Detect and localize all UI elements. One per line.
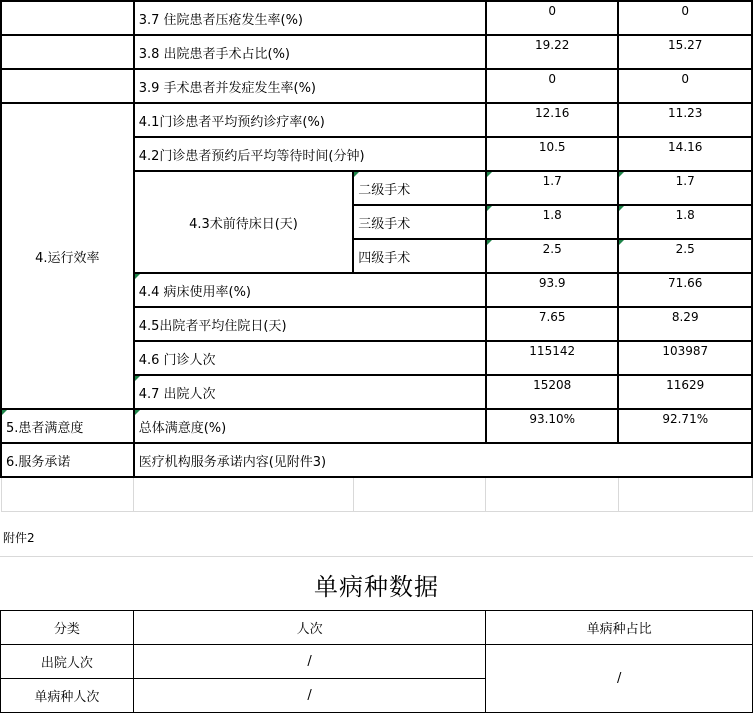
indicator-label[interactable]: 4.7 出院人次 xyxy=(134,375,486,409)
value-cell[interactable]: / xyxy=(133,645,486,679)
empty-cell[interactable] xyxy=(486,477,619,511)
value-cell[interactable]: 71.66 xyxy=(618,273,752,307)
indicator-label[interactable]: 4.3术前待床日(天) xyxy=(134,171,354,273)
indicator-label[interactable]: 4.4 病床使用率(%) xyxy=(134,273,486,307)
surgery-level-label[interactable]: 二级手术 xyxy=(353,171,486,205)
value-cell[interactable]: 92.71% xyxy=(618,409,752,443)
value-cell[interactable]: 0 xyxy=(618,69,752,103)
table-row xyxy=(1,69,752,103)
surgery-level-label[interactable]: 四级手术 xyxy=(353,239,486,273)
empty-category-cell[interactable] xyxy=(1,35,134,69)
value-cell[interactable]: 2.5 xyxy=(486,239,619,273)
table-row xyxy=(1,443,752,477)
empty-category-cell[interactable] xyxy=(1,1,134,35)
surgery-level-label[interactable]: 三级手术 xyxy=(353,205,486,239)
empty-cell[interactable] xyxy=(1,477,134,511)
value-cell[interactable]: 15.27 xyxy=(618,35,752,69)
table-header-row xyxy=(1,611,753,645)
indicator-label[interactable]: 4.5出院者平均住院日(天) xyxy=(134,307,486,341)
value-cell[interactable]: / xyxy=(133,679,486,713)
value-cell[interactable]: 11629 xyxy=(618,375,752,409)
table-row xyxy=(1,103,752,137)
indicator-label[interactable]: 4.1门诊患者平均预约诊疗率(%) xyxy=(134,103,486,137)
value-cell[interactable]: 93.10% xyxy=(486,409,619,443)
empty-category-cell[interactable] xyxy=(1,69,134,103)
indicator-label[interactable]: 总体满意度(%) xyxy=(134,409,486,443)
annex-label: 附件2 xyxy=(3,531,35,545)
table-row xyxy=(1,35,752,69)
indicator-label[interactable]: 3.8 出院患者手术占比(%) xyxy=(134,35,486,69)
value-cell[interactable]: 2.5 xyxy=(618,239,752,273)
value-cell[interactable]: 19.22 xyxy=(486,35,619,69)
title-bar xyxy=(0,556,753,611)
header-ratio[interactable]: 单病种占比 xyxy=(486,611,753,645)
value-cell[interactable]: 0 xyxy=(618,1,752,35)
value-cell[interactable]: 0 xyxy=(486,1,619,35)
ratio-cell[interactable]: / xyxy=(486,645,753,713)
indicator-label[interactable]: 3.7 住院患者压疮发生率(%) xyxy=(134,1,486,35)
value-cell[interactable]: 14.16 xyxy=(618,137,752,171)
value-cell[interactable]: 8.29 xyxy=(618,307,752,341)
category-cell[interactable]: 5.患者满意度 xyxy=(1,409,134,443)
indicator-label[interactable]: 4.2门诊患者预约后平均等待时间(分钟) xyxy=(134,137,486,171)
indicator-label[interactable]: 4.6 门诊人次 xyxy=(134,341,486,375)
value-cell[interactable]: 103987 xyxy=(618,341,752,375)
table-row xyxy=(1,477,752,511)
category-cell[interactable]: 4.运行效率 xyxy=(1,103,134,409)
indicator-label[interactable]: 3.9 手术患者并发症发生率(%) xyxy=(134,69,486,103)
value-cell[interactable]: 15208 xyxy=(486,375,619,409)
indicator-label[interactable]: 医疗机构服务承诺内容(见附件3) xyxy=(134,443,752,477)
value-cell[interactable]: 0 xyxy=(486,69,619,103)
value-cell[interactable]: 1.7 xyxy=(486,171,619,205)
empty-cell[interactable] xyxy=(353,477,486,511)
table-row xyxy=(1,409,752,443)
value-cell[interactable]: 115142 xyxy=(486,341,619,375)
row-label[interactable]: 出院人次 xyxy=(1,645,134,679)
category-cell[interactable]: 6.服务承诺 xyxy=(1,443,134,477)
empty-cell[interactable] xyxy=(134,477,354,511)
value-cell[interactable]: 12.16 xyxy=(486,103,619,137)
value-cell[interactable]: 1.8 xyxy=(618,205,752,239)
value-cell[interactable]: 11.23 xyxy=(618,103,752,137)
empty-cell[interactable] xyxy=(618,477,752,511)
value-cell[interactable]: 93.9 xyxy=(486,273,619,307)
value-cell[interactable]: 10.5 xyxy=(486,137,619,171)
table-row xyxy=(1,645,753,679)
value-cell[interactable]: 1.7 xyxy=(618,171,752,205)
value-cell[interactable]: 7.65 xyxy=(486,307,619,341)
disease-table xyxy=(0,610,753,713)
row-label[interactable]: 单病种人次 xyxy=(1,679,134,713)
header-category[interactable]: 分类 xyxy=(1,611,134,645)
page-title: 单病种数据 xyxy=(314,573,439,601)
header-count[interactable]: 人次 xyxy=(133,611,486,645)
value-cell[interactable]: 1.8 xyxy=(486,205,619,239)
table-row xyxy=(1,1,752,35)
